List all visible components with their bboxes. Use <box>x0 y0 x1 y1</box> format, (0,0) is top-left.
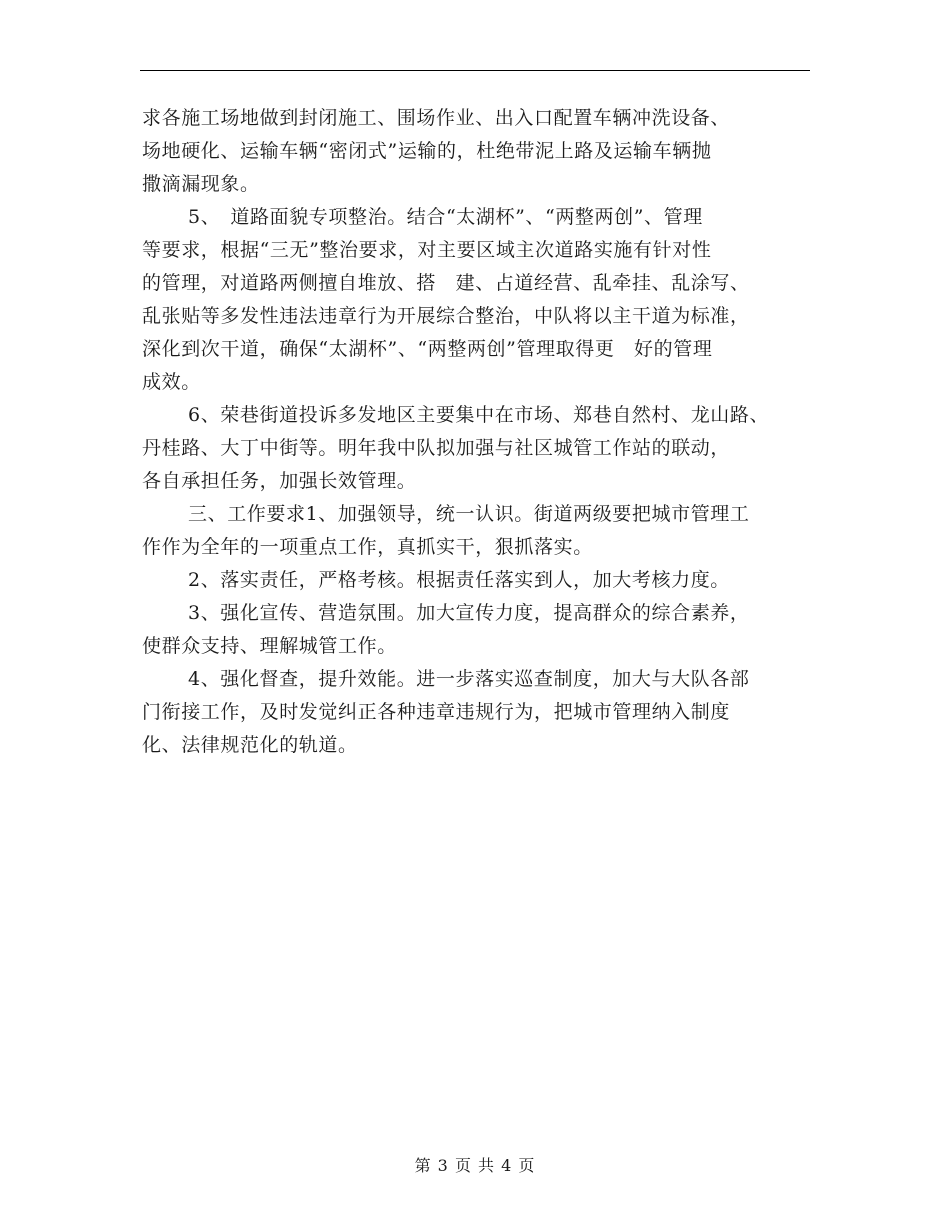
text-line: 2、落实责任，严格考核。根据责任落实到人，加大考核力度。 <box>188 569 730 591</box>
text-line: 作作为全年的一项重点工作，真抓实干，狠抓落实。 <box>142 536 593 558</box>
text-line: 三、工作要求1、加强领导，统一认识。街道两级要把城市管理工 <box>188 503 750 525</box>
text-line: 4、强化督查，提升效能。进一步落实巡查制度，加大与大队各部 <box>188 668 750 690</box>
text-line: 6、荣巷街道投诉多发地区主要集中在市场、郑巷自然村、龙山路、 <box>188 404 770 426</box>
text-line: 求各施工场地做到封闭施工、围场作业、出入口配置车辆冲洗设备、 <box>142 107 731 129</box>
text-line: 成效。 <box>142 371 201 393</box>
text-line: 丹桂路、大丁中街等。明年我中队拟加强与社区城管工作站的联动， <box>142 437 731 459</box>
text-line: 的管理，对道路两侧擅自堆放、搭 建、占道经营、乱牵挂、乱涂写、 <box>142 272 750 294</box>
text-line: 门衔接工作，及时发觉纠正各种违章违规行为，把城市管理纳入制度 <box>142 701 731 723</box>
text-line: 5、 道路面貌专项整治。结合“太湖杯”、“两整两创”、管理 <box>188 206 703 228</box>
text-line: 深化到次干道，确保“太湖杯”、“两整两创”管理取得更 好的管理 <box>142 338 713 360</box>
text-line: 各自承担任务，加强长效管理。 <box>142 470 417 492</box>
text-line: 化、法律规范化的轨道。 <box>142 734 358 756</box>
text-line: 使群众支持、理解城管工作。 <box>142 635 397 657</box>
body-text <box>142 102 842 762</box>
text-line: 撒滴漏现象。 <box>142 173 260 195</box>
text-line: 3、强化宣传、营造氛围。加大宣传力度，提高群众的综合素养， <box>188 602 750 624</box>
text-line: 场地硬化、运输车辆“密闭式”运输的，杜绝带泥上路及运输车辆抛 <box>142 140 712 162</box>
header-rule <box>140 70 810 71</box>
text-line: 等要求，根据“三无”整治要求，对主要区域主次道路实施有针对性 <box>142 239 712 261</box>
text-line: 乱张贴等多发性违法违章行为开展综合整治，中队将以主干道为标准， <box>142 305 750 327</box>
page-footer: 第 3 页 共 4 页 <box>414 1156 536 1175</box>
